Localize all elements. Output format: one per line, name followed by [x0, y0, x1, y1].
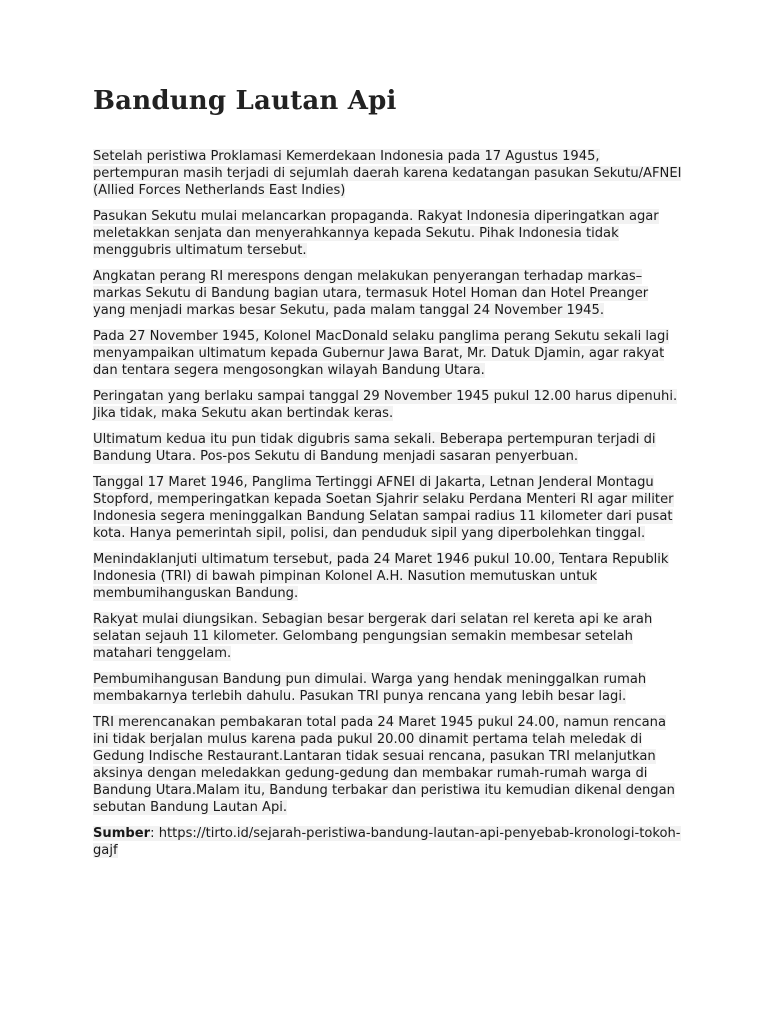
paragraph	[93, 328, 683, 379]
source-citation: Sumber: https://tirto.id/sejarah-peristiwa-bandung-lautan-api-penyebab-kronologi-tokoh-gajf	[93, 826, 681, 858]
paragraph	[93, 611, 683, 662]
source-label: Sumber	[93, 826, 151, 841]
paragraph-text: Menindaklanjuti ultimatum tersebut, pada 24 Maret 1946 pukul 10.00, Tentara Republik Indonesia (TRI) di bawah pimpinan Kolonel A.H. Nasution memutuskan untuk membumihanguskan Bandung.	[93, 552, 669, 601]
paragraph-text: TRI merencanakan pembakaran total pada 24 Maret 1945 pukul 24.00, namun rencana ini tidak berjalan mulus karena pada pukul 20.00 dinamit pertama telah meledak di Gedung Indische Restaurant.Lantaran tidak sesuai rencana, pasukan TRI melanjutkan aksinya dengan meledakkan gedung-gedung dan membakar rumah-rumah warga di Bandung Utara.Malam itu, Bandung terbakar dan peristiwa itu kemudian dikenal dengan sebutan Bandung Lautan Api.	[93, 715, 675, 815]
document-title: Bandung Lautan Api	[93, 86, 397, 116]
source-url: https://tirto.id/sejarah-peristiwa-bandung-lautan-api-penyebab-kronologi-tokoh-gajf	[93, 826, 681, 858]
paragraph	[93, 714, 683, 816]
paragraph-text: Peringatan yang berlaku sampai tanggal 29 November 1945 pukul 12.00 harus dipenuhi. Jika tidak, maka Sekutu akan bertindak keras.	[93, 389, 678, 421]
paragraph	[93, 268, 683, 319]
document-page	[93, 84, 683, 868]
paragraph-text: Angkatan perang RI merespons dengan melakukan penyerangan terhadap markas–markas Sekutu di Bandung bagian utara, termasuk Hotel Homan dan Hotel Preanger yang menjadi markas besar Sekutu, pada malam tanggal 24 November 1945.	[93, 269, 649, 318]
paragraph-text: Pada 27 November 1945, Kolonel MacDonald selaku panglima perang Sekutu sekali lagi menyampaikan ultimatum kepada Gubernur Jawa Barat, Mr. Datuk Djamin, agar rakyat dan tentara segera mengosongkan wilayah Bandung Utara.	[93, 329, 670, 378]
paragraph	[93, 388, 683, 422]
paragraph	[93, 474, 683, 542]
paragraph-text: Rakyat mulai diungsikan. Sebagian besar bergerak dari selatan rel kereta api ke arah selatan sejauh 11 kilometer. Gelombang pengungsian semakin membesar setelah matahari tenggelam.	[93, 612, 653, 661]
paragraph	[93, 431, 683, 465]
paragraph-text: Pembumihangusan Bandung pun dimulai. Warga yang hendak meninggalkan rumah membakarnya terlebih dahulu. Pasukan TRI punya rencana yang lebih besar lagi.	[93, 672, 647, 704]
paragraph	[93, 208, 683, 259]
paragraph-text: Pasukan Sekutu mulai melancarkan propaganda. Rakyat Indonesia diperingatkan agar meletakkan senjata dan menyerahkannya kepada Sekutu. Pihak Indonesia tidak menggubris ultimatum tersebut.	[93, 209, 659, 258]
paragraph	[93, 148, 683, 199]
paragraph-text: Tanggal 17 Maret 1946, Panglima Tertinggi AFNEI di Jakarta, Letnan Jenderal Montagu Stopford, memperingatkan kepada Soetan Sjahrir selaku Perdana Menteri RI agar militer Indonesia segera meninggalkan Bandung Selatan sampai radius 11 kilometer dari pusat kota. Hanya pemerintah sipil, polisi, dan penduduk sipil yang diperbolehkan tinggal.	[93, 475, 674, 541]
paragraph	[93, 551, 683, 602]
paragraph-text: Ultimatum kedua itu pun tidak digubris sama sekali. Beberapa pertempuran terjadi di Bandung Utara. Pos-pos Sekutu di Bandung menjadi sasaran penyerbuan.	[93, 432, 656, 464]
paragraph-text: Setelah peristiwa Proklamasi Kemerdekaan Indonesia pada 17 Agustus 1945, pertempuran masih terjadi di sejumlah daerah karena kedatangan pasukan Sekutu/AFNEI (Allied Forces Netherlands East Indies)	[93, 149, 682, 198]
paragraph	[93, 671, 683, 705]
